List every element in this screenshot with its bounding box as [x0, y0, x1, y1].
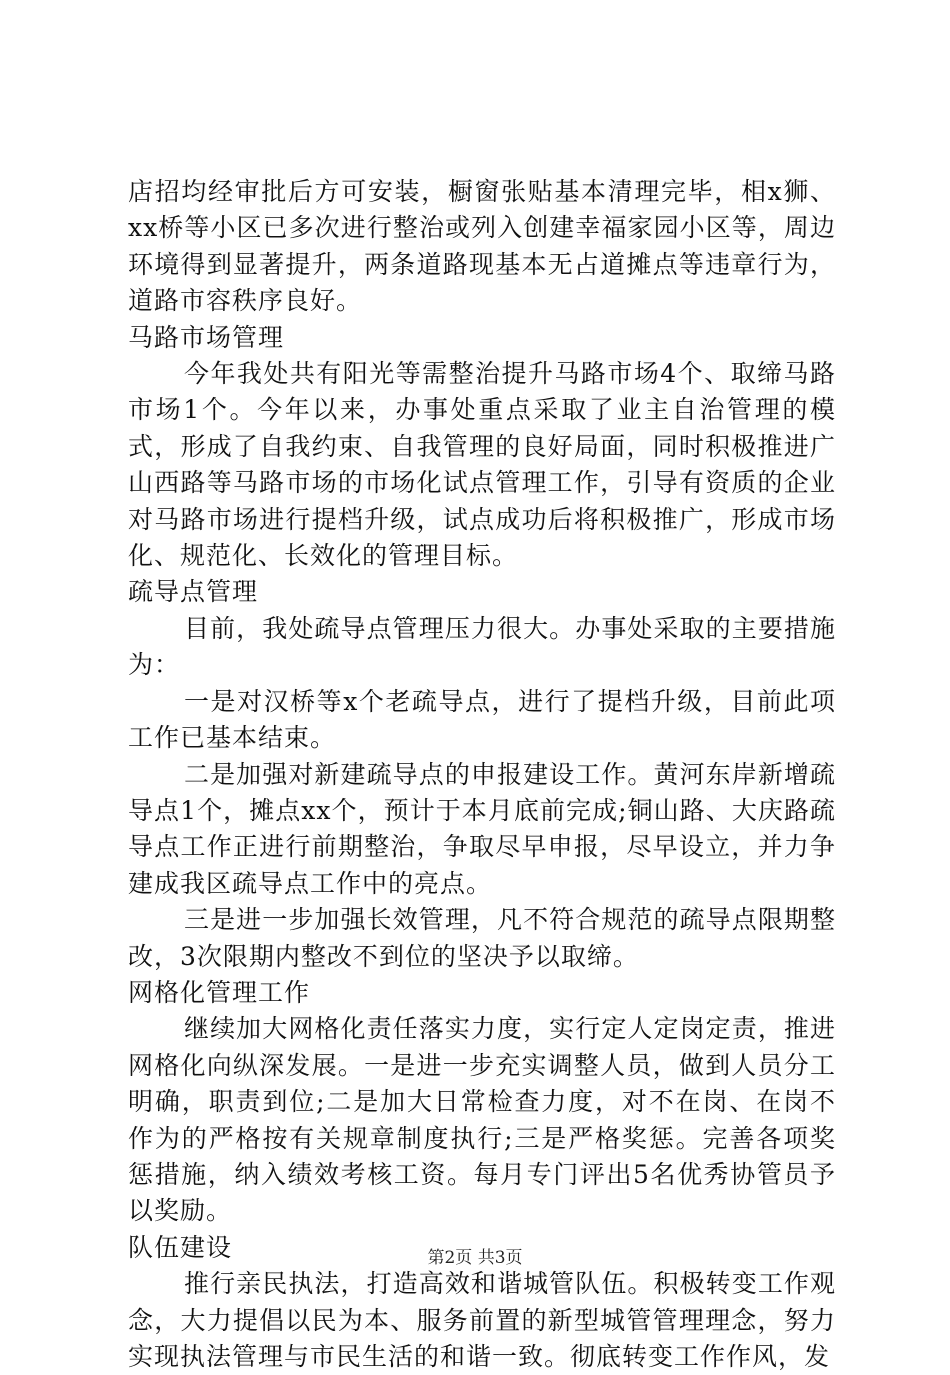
section-heading-road-market: 马路市场管理 — [128, 322, 285, 352]
paragraph-continued: 店招均经审批后方可安装，橱窗张贴基本清理完毕，相x狮、xx桥等小区已多次进行整治或列入创建幸福家园小区等，周边环境得到显著提升，两条道路现基本无占道摊点等违章行为，道路市容秩序良好。 — [128, 177, 836, 316]
section-heading-grid-management: 网格化管理工作 — [128, 977, 311, 1007]
document-body — [128, 174, 836, 1375]
paragraph-guidance-intro: 目前，我处疏导点管理压力很大。办事处采取的主要措施为： — [128, 613, 836, 680]
paragraph-guidance-measure-3: 三是进一步加强长效管理，凡不符合规范的疏导点限期整改，3次限期内整改不到位的坚决予以取缔。 — [128, 905, 836, 971]
paragraph-team-building: 推行亲民执法，打造高效和谐城管队伍。积极转变工作观念，大力提倡以民为本、服务前置的新型城管管理理念，努力实现执法管理与市民生活的和谐一致。彻底转变工作作风，发 — [128, 1269, 836, 1371]
section-heading-guidance-points: 疏导点管理 — [128, 577, 259, 607]
paragraph-guidance-measure-1: 一是对汉桥等x个老疏导点，进行了提档升级，目前此项工作已基本结束。 — [128, 686, 836, 753]
paragraph-road-market: 今年我处共有阳光等需整治提升马路市场4个、取缔马路市场1个。今年以来，办事处重点采取了业主自治管理的模式，形成了自我约束、自我管理的良好局面，同时积极推进广山西路等马路市场的市场化试点管理工作，引导有资质的企业对马路市场进行提档升级，试点成功后将积极推广，形成市场化、规范化、长效化的管理目标。 — [128, 359, 836, 571]
section-heading-team-building: 队伍建设 — [128, 1232, 233, 1262]
paragraph-guidance-measure-2: 二是加强对新建疏导点的申报建设工作。黄河东岸新增疏导点1个，摊点xx个，预计于本月底前完成;铜山路、大庆路疏导点工作正进行前期整治，争取尽早申报，尽早设立，并力争建成我区疏导点工作中的亮点。 — [128, 759, 836, 898]
paragraph-grid-management: 继续加大网格化责任落实力度，实行定人定岗定责，推进网格化向纵深发展。一是进一步充实调整人员，做到人员分工明确，职责到位;二是加大日常检查力度，对不在岗、在岗不作为的严格按有关规章制度执行;三是严格奖惩。完善各项奖惩措施，纳入绩效考核工资。每月专门评出5名优秀协管员予以奖励。 — [128, 1014, 836, 1226]
page-footer: 第2页 共3页 — [427, 1248, 523, 1268]
